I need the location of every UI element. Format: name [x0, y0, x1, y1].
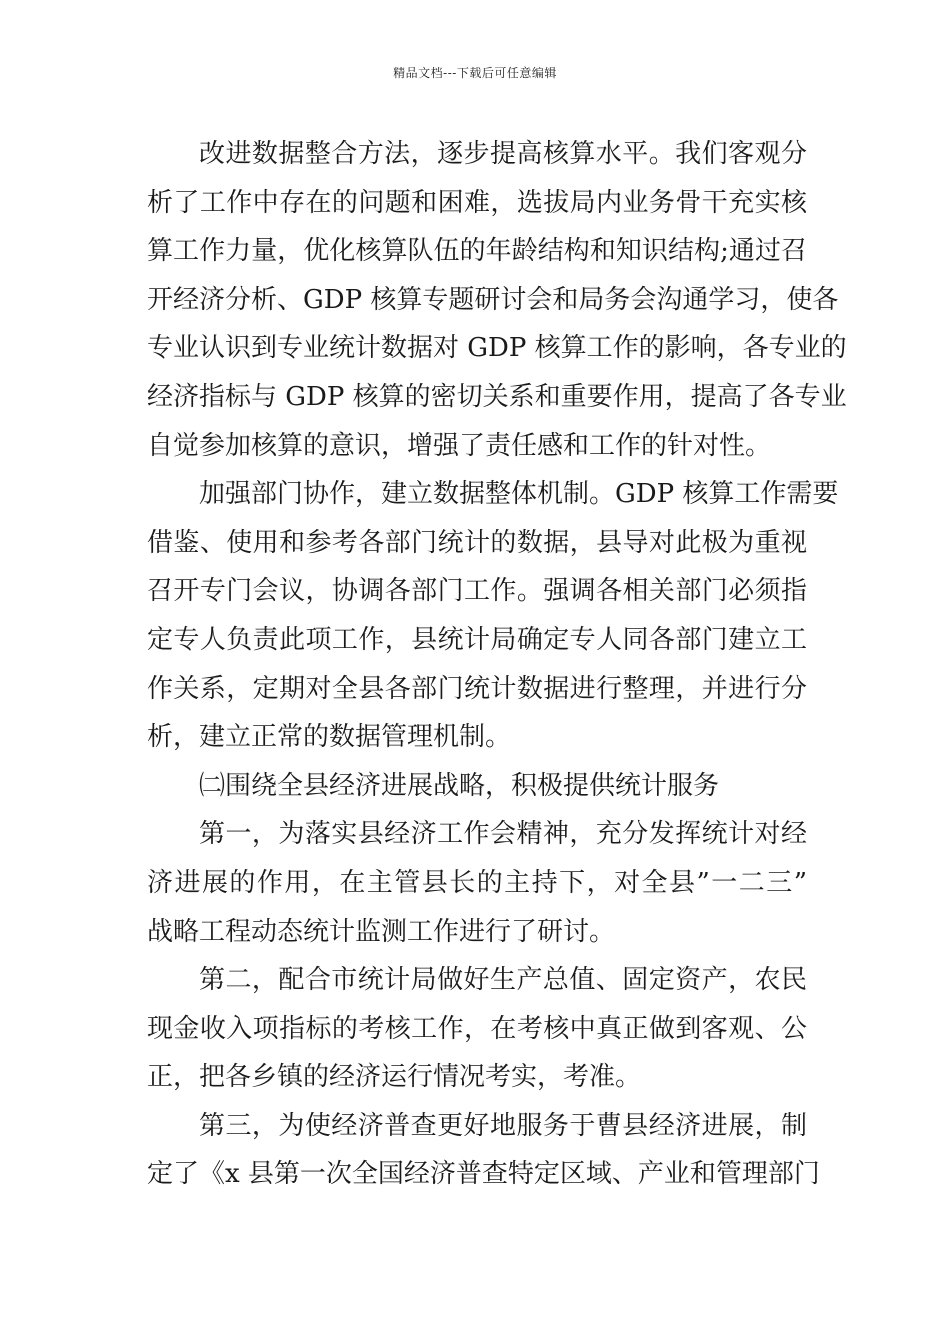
- page-header: 精品文档---下载后可任意编辑: [393, 66, 557, 80]
- text-line: 第二，配合市统计局做好生产总值、固定资产，农民: [199, 965, 807, 996]
- text-line: 改进数据整合方法，逐步提高核算水平。我们客观分: [199, 139, 807, 169]
- text-line: 析了工作中存在的问题和困难，选拔局内业务骨干充实核: [147, 187, 807, 218]
- text-line: 召开专门会议，协调各部门工作。强调各相关部门必须指: [147, 576, 807, 607]
- text-line: 定了《x 县第一次全国经济普查特定区域、产业和管理部门: [147, 1159, 820, 1190]
- text-line: 析，建立正常的数据管理机制。: [147, 722, 512, 753]
- document-body: [147, 130, 847, 1199]
- text-line: 加强部门协作，建立数据整体机制。GDP 核算工作需要: [199, 479, 839, 510]
- text-line: 算工作力量，优化核算队伍的年龄结构和知识结构;通过召: [147, 236, 807, 267]
- text-line: 现金收入项指标的考核工作，在考核中真正做到客观、公: [147, 1013, 807, 1044]
- text-line: 第一，为落实县经济工作会精神，充分发挥统计对经: [199, 819, 807, 850]
- text-line: 开经济分析、GDP 核算专题研讨会和局务会沟通学习，使各: [147, 284, 839, 315]
- text-line: ㈡围绕全县经济进展战略，积极提供统计服务: [199, 770, 720, 801]
- text-line: 济进展的作用，在主管县长的主持下，对全县”一二三”: [147, 867, 807, 898]
- text-line: 战略工程动态统计监测工作进行了研讨。: [147, 916, 616, 947]
- text-line: 正，把各乡镇的经济运行情况考实，考准。: [147, 1062, 642, 1093]
- text-line: 自觉参加核算的意识，增强了责任感和工作的针对性。: [147, 430, 772, 461]
- text-line: 经济指标与 GDP 核算的密切关系和重要作用，提高了各专业: [147, 381, 847, 412]
- text-line: 专业认识到专业统计数据对 GDP 核算工作的影响，各专业的: [147, 333, 847, 364]
- text-line: 作关系，定期对全县各部门统计数据进行整理，并进行分: [147, 673, 807, 704]
- text-line: 定专人负责此项工作，县统计局确定专人同各部门建立工: [147, 624, 807, 655]
- text-line: 第三，为使经济普查更好地服务于曹县经济进展，制: [199, 1110, 807, 1141]
- text-line: 借鉴、使用和参考各部门统计的数据，县导对此极为重视: [147, 527, 807, 558]
